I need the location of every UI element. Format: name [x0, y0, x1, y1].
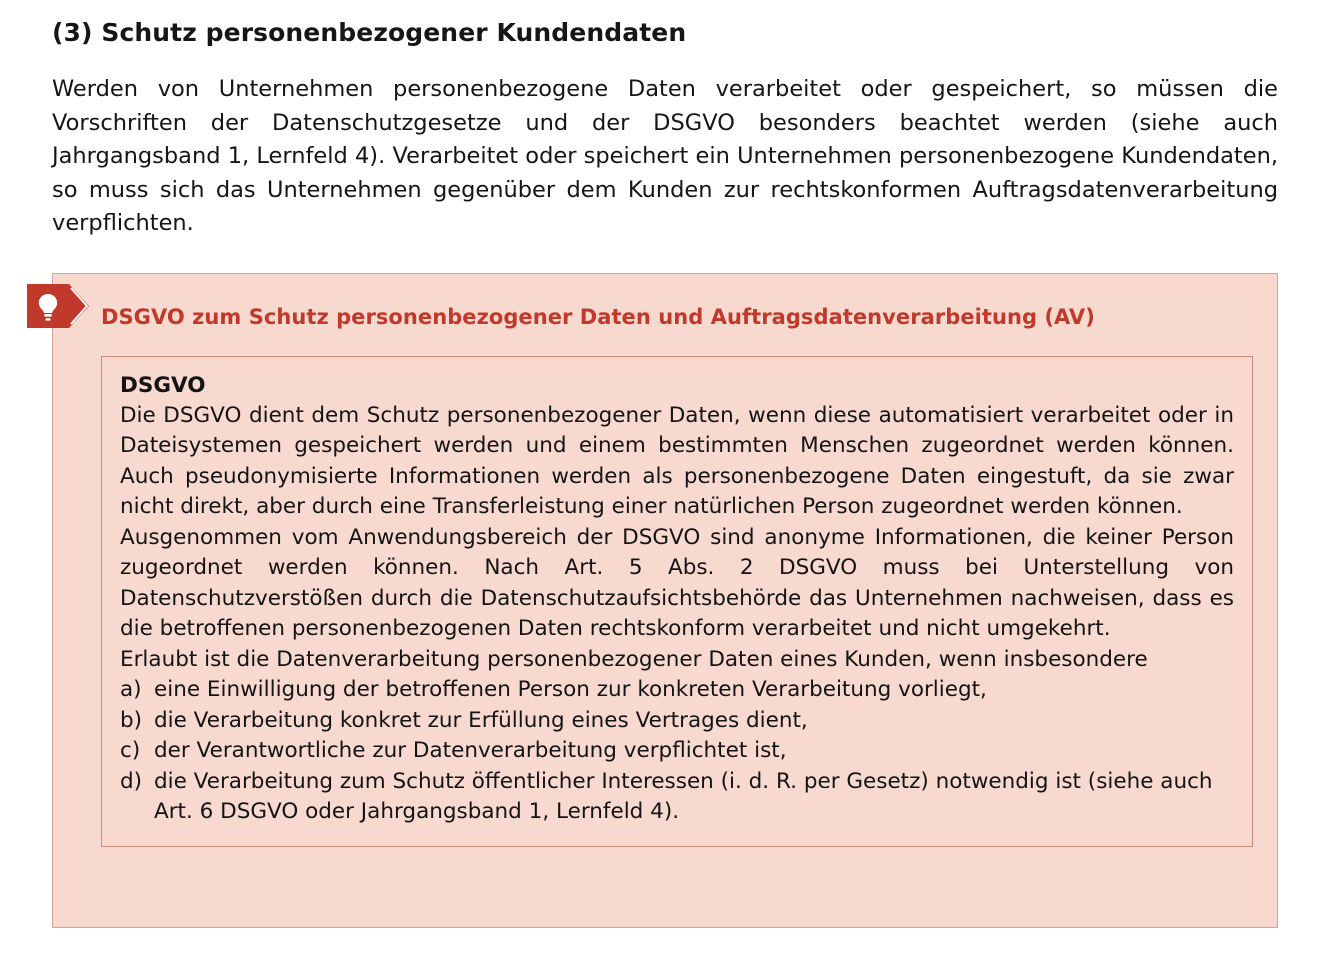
info-box	[52, 273, 1278, 928]
quote-paragraph-2: Ausgenommen vom Anwendungsbereich der DSGVO sind anonyme Informationen, die keiner Person zugeordnet werden können. Nach Art. 5 Abs. 2 DSGVO muss bei Unterstellung von Datenschutzverstößen durch die Datenschutzaufsichtsbehörde das Unternehmen nachweisen, dass es die betroffenen personenbezogenen Daten rechtskonform verarbeitet und nicht umgekehrt.	[120, 524, 1234, 641]
list-item	[120, 706, 1234, 737]
intro-paragraph: Werden von Unternehmen personenbezogene Daten verarbeitet oder gespeichert, so müssen die Vorschriften der Datenschutzgesetze und der DSGVO besonders beachtet werden (siehe auch Jahrgangsband 1, Lernfeld 4). Verarbeitet oder speichert ein Unternehmen personenbezogene Kundendaten, so muss sich das Unternehmen gegenüber dem Kunden zur rechtskonformen Auftragsdatenverarbeitung verpflichten.	[52, 76, 1278, 236]
quote-box	[101, 356, 1253, 847]
list-item	[120, 767, 1234, 828]
page-title: (3) Schutz personenbezogener Kundendaten	[52, 18, 687, 47]
list-item	[120, 675, 1234, 706]
list-item-marker: c)	[120, 738, 141, 763]
list-item-label: die Verarbeitung konkret zur Erfüllung eines Vertrages dient,	[154, 707, 808, 733]
list-item-marker: d)	[120, 768, 143, 794]
quote-paragraph-1: Die DSGVO dient dem Schutz personenbezogener Daten, wenn diese automatisiert verarbeitet oder in Dateisystemen gespeichert werden und einem bestimmten Menschen zugeordnet werden können. Auch pseudonymisierte Informationen werden als personenbezogene Daten eingestuft, da sie zwar nicht direkt, aber durch eine Transferleistung einer natürlichen Person zugeordnet werden können.	[120, 402, 1234, 519]
quote-paragraph-3: Erlaubt ist die Datenverarbeitung personenbezogener Daten eines Kunden, wenn insbesondere	[120, 646, 1148, 672]
list-item-marker: b)	[120, 707, 143, 733]
list-item-label: eine Einwilligung der betroffenen Person zur konkreten Verarbeitung vorliegt,	[154, 677, 987, 702]
list-item-marker: a)	[120, 677, 142, 702]
lightbulb-icon	[27, 284, 89, 328]
conditions-list	[120, 675, 1234, 828]
quote-box-title: DSGVO	[120, 372, 206, 398]
list-item	[120, 736, 1234, 767]
list-item-label: der Verantwortliche zur Datenverarbeitung verpflichtet ist,	[154, 738, 787, 763]
info-box-title: DSGVO zum Schutz personenbezogener Daten und Auftragsdatenverarbeitung (AV)	[101, 304, 1095, 329]
list-item-label: die Verarbeitung zum Schutz öffentlicher Interessen (i. d. R. per Gesetz) notwendig ist (siehe auch Art. 6 DSGVO oder Jahrgangsband 1, Lernfeld 4).	[154, 768, 1213, 824]
